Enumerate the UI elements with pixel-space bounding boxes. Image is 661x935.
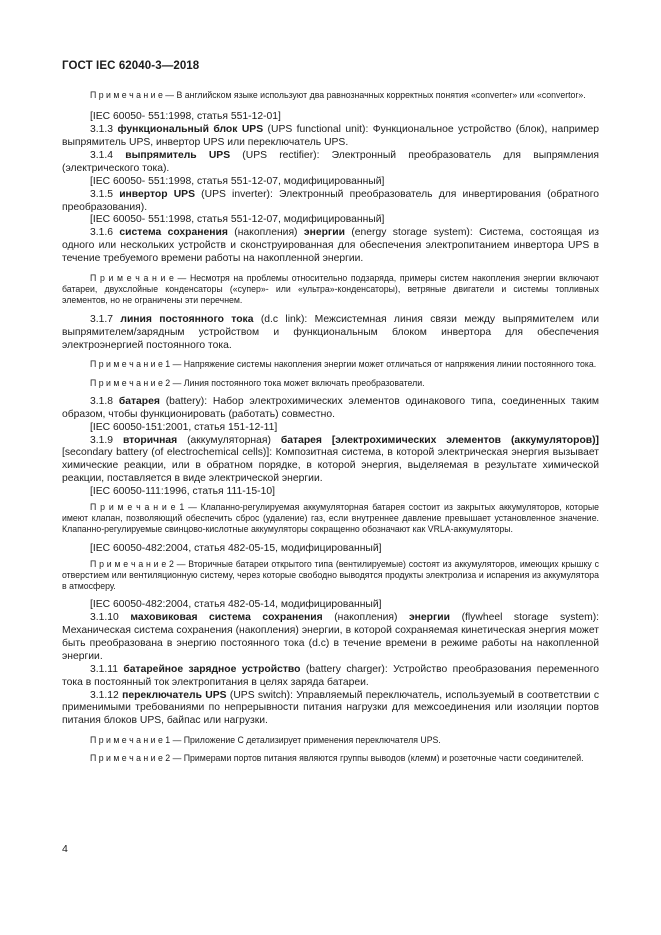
note-text: Приложение С детализирует применения переключателя UPS. (183, 735, 441, 746)
page-number: 4 (62, 843, 68, 855)
term-3-1-6 (62, 227, 599, 266)
reference: [IEC 60050- 551:1998, статья 551-12-01] (90, 111, 281, 123)
note-dash: — (165, 90, 175, 100)
note (62, 753, 599, 764)
note-dash: — (172, 359, 182, 370)
term-3-1-8 (62, 396, 599, 422)
note-label: П р и м е ч а н и е (90, 753, 163, 764)
term-3-1-3 (62, 124, 599, 150)
page-body (62, 90, 599, 765)
reference: [IEC 60050-482:2004, статья 482-05-14, модифицированный] (90, 599, 382, 611)
note-label: П р и м е ч а н и е (90, 502, 176, 513)
note-text: Напряжение системы накопления энергии может отличаться от напряжения линии постоянного тока. (183, 359, 597, 370)
note-dash: — (177, 273, 187, 284)
note-number: 2 (165, 377, 171, 388)
term-3-1-9 (62, 435, 599, 487)
term-number: 3.1.11 (90, 663, 118, 675)
term-title: батарея (118, 395, 160, 407)
term-title-cont: энергии (408, 612, 451, 624)
term-definition: (d.c link): Межсистемная линия связи между выпрямителем или выпрямителем/зарядным устройством и функциональным блоком инвертора для обеспечения электроэнергией постоянного тока. (62, 313, 599, 351)
note-label: П р и м е ч а н и е (90, 377, 163, 388)
term-number: 3.1.12 (90, 689, 119, 701)
term-title-cont: батарея [электрохимических элементов (аккумуляторов)] (280, 434, 600, 446)
document-header: ГОСТ IEC 62040-3—2018 (62, 60, 200, 72)
term-title: маховиковая система сохранения (130, 612, 323, 624)
term-number: 3.1.10 (90, 612, 119, 624)
term-title-cont: энергии (303, 227, 345, 239)
term-title: переключатель UPS (122, 689, 227, 701)
note-dash: — (172, 377, 182, 388)
term-title: вторичная (122, 434, 178, 446)
note-text: В английском языке используют два равнозначных корректных понятия «converter» или «convertor». (176, 90, 586, 100)
note-dash: — (176, 558, 186, 569)
note-dash: — (172, 753, 182, 764)
note-text: Клапанно-регулируемая аккумуляторная батарея состоит из закрытых аккумуляторов, которые имеют клапан, позволяющий обеспечить сброс (удаление) газ, если внутреннее давление превышает установленное значение. Клапанно-регулируемые свинцово-кислотные аккумуляторы сокращенно обозначают как VRLA-аккумуляторы. (62, 502, 599, 535)
term-title: линия постоянного тока (120, 313, 254, 325)
note-number: 1 (179, 502, 185, 513)
term-number: 3.1.4 (90, 149, 114, 161)
reference: [IEC 60050-482:2004, статья 482-05-15, модифицированный] (90, 542, 382, 554)
note-number: 1 (165, 359, 171, 370)
term-number: 3.1.3 (90, 124, 114, 136)
term-number: 3.1.7 (90, 313, 114, 325)
term-qualifier: (накопления) (227, 227, 304, 239)
term-title: функциональный блок UPS (117, 124, 264, 136)
note-text: Вторичные батареи открытого типа (вентилируемые) состоят из аккумуляторов, имеющих крышку с отверстием или вентиляционную систему, через которые свободно выводятся продукты электролиза и испарения из аккумулятора в атмосферу. (62, 558, 599, 591)
note (62, 273, 599, 307)
term-3-1-5 (62, 189, 599, 215)
reference: [IEC 60050-111:1996, статья 111-15-10] (90, 486, 275, 498)
term-definition: (UPS switch): Управляемый переключатель, используемый в соответствии с применимыми требованиями по непрерывности питания нагрузки для межсоединения или изоляции портов питания блоков UPS, байпас или нагрузки. (62, 689, 599, 727)
term-definition: (UPS inverter): Электронный преобразователь для инвертирования (обратного преобразования). (62, 188, 600, 213)
term-definition: (UPS functional unit): Функциональное устройство (блок), например выпрямитель UPS, инвертор UPS или переключатель UPS. (62, 124, 600, 149)
term-title: система сохранения (119, 227, 228, 239)
note-dash: — (172, 735, 182, 746)
term-3-1-12 (62, 690, 599, 729)
term-number: 3.1.6 (90, 227, 114, 239)
note-number: 2 (165, 753, 171, 764)
term-3-1-10 (62, 612, 599, 664)
note-label: П р и м е ч а н и е (90, 90, 163, 100)
term-number: 3.1.5 (90, 188, 114, 200)
term-3-1-4 (62, 150, 599, 176)
note-text: Примерами портов питания являются группы выводов (клемм) и розеточные части соединителей. (183, 753, 584, 764)
note (62, 90, 599, 101)
note (62, 378, 599, 389)
term-definition: (battery charger): Устройство преобразования переменного тока в постоянный ток электропитания в целях заряда батареи. (62, 663, 599, 688)
term-definition: (flywheel storage system): Механическая система сохранения (накопления) энергии, в которой сохраняемая кинетическая энергия может быть преобразована в энергию постоянного тока (d.c) в течение времени в режиме работы на накопленной энергии. (62, 612, 600, 662)
term-3-1-11 (62, 664, 599, 690)
note (62, 735, 599, 746)
term-qualifier: (аккумуляторная) (177, 434, 281, 446)
reference: [IEC 60050- 551:1998, статья 551-12-07, модифицированный] (90, 175, 385, 187)
reference: [IEC 60050- 551:1998, статья 551-12-07, модифицированный] (90, 214, 385, 226)
term-definition: (energy storage system): Система, состоящая из одного или нескольких устройств и сконструированная для обеспечения электропитанием инвертора UPS в течение требуемого времени работы на накопленной энергии. (62, 227, 600, 265)
note-label: П р и м е ч а н и е (90, 558, 167, 569)
note (62, 359, 599, 370)
note (62, 559, 599, 593)
term-definition: (UPS rectifier): Электронный преобразователь для выпрямления (электрического тока). (62, 149, 599, 174)
note-label: П р и м е ч а н и е (90, 735, 163, 746)
term-number: 3.1.8 (90, 395, 114, 407)
note-number: 2 (169, 558, 174, 569)
term-definition: [secondary battery (of electrochemical cells)]: Композитная система, в которой электрическая энергия вызывает химические реакции, или в обратном порядке, в которой энергия, выделяемая в результате химической реакции, поставляется в виде электрической энергии. (62, 447, 599, 485)
term-definition: (battery): Набор электрохимических элементов одинакового типа, соединенных таким образом, чтобы функционировать (работать) совместно. (62, 395, 599, 420)
note-label: П р и м е ч а н и е (90, 273, 174, 284)
term-title: батарейное зарядное устройство (123, 663, 301, 675)
note-dash: — (188, 502, 197, 513)
reference: [IEC 60050-151:2001, статья 151-12-11] (90, 421, 278, 433)
note-text: Несмотря на проблемы относительно подзаряда, примеры систем накопления энергии включают батареи, двухслойные конденсаторы («супер»- или «ультра»-конденсаторы), ветряные двигатели и системы топливных элементов, но не ограничены эти перечнем. (62, 273, 599, 306)
term-title: выпрямитель UPS (125, 149, 231, 161)
term-number: 3.1.9 (90, 434, 114, 446)
note-text: Линия постоянного тока может включать преобразователи. (183, 377, 425, 388)
note-number: 1 (165, 735, 171, 746)
term-title: инвертор UPS (119, 188, 195, 200)
term-3-1-7 (62, 314, 599, 353)
note (62, 502, 599, 536)
note-label: П р и м е ч а н и е (90, 359, 163, 370)
term-qualifier: (накопления) (322, 612, 409, 624)
